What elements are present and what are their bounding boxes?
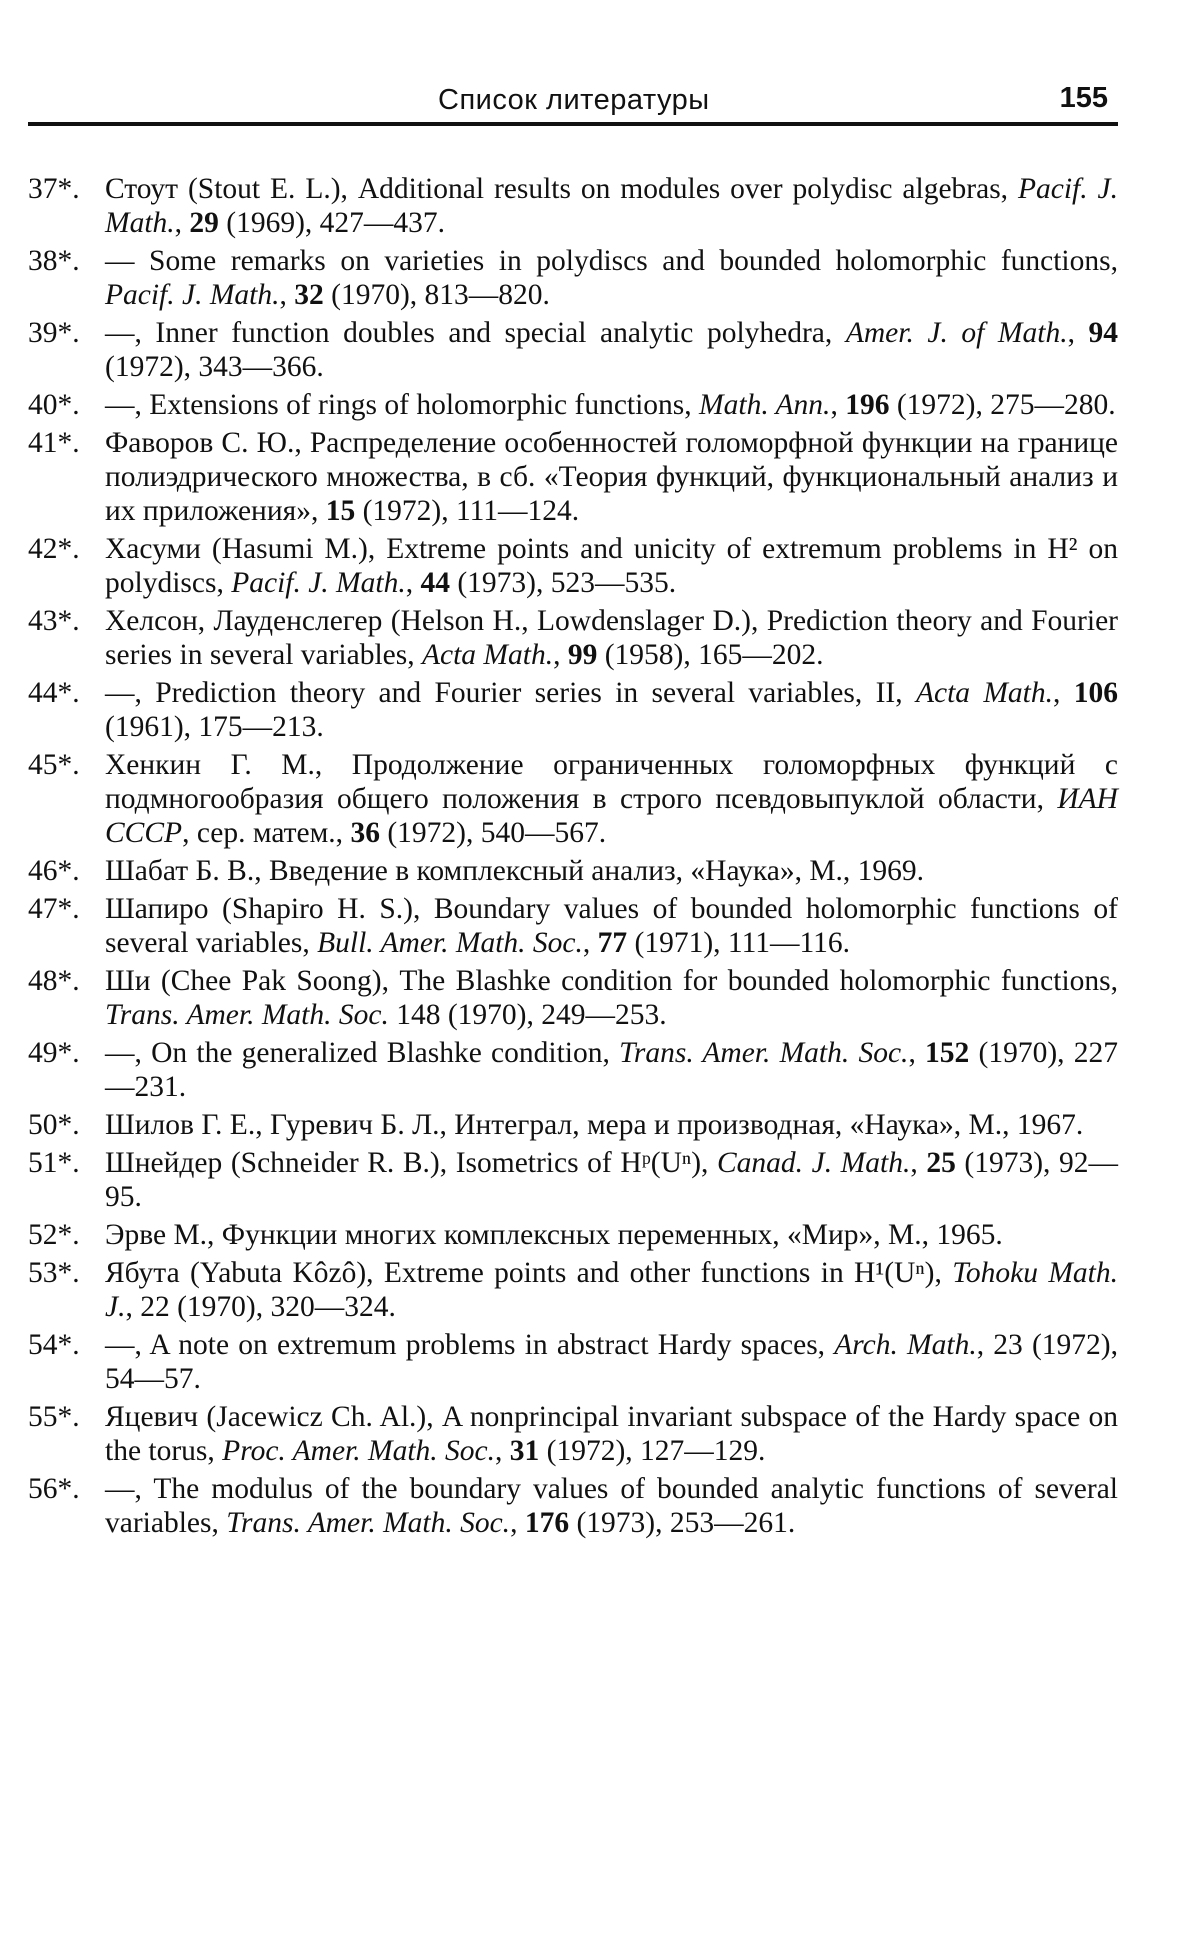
reference-entry: 43*. Хелсон, Лауденслегер (Helson H., Lowdenslager D.), Prediction theory and Fourier series in several variables, Acta Math., 99 (1958), 165—202. (28, 605, 1118, 671)
reference-text: Ябута (Yabuta Kôzô), Extreme points and other functions in H¹(Uⁿ), (105, 1257, 953, 1289)
reference-text: Хасуми (Hasumi M.), Extreme points and unicity of extremum problems in H² on polydiscs, (105, 533, 1118, 599)
reference-number: 44*. (28, 677, 80, 709)
volume-number: 36 (350, 817, 380, 849)
reference-pages: , 23 (1972), 54—57. (105, 1329, 1118, 1395)
reference-entry: 39*. —, Inner function doubles and special analytic polyhedra, Amer. J. of Math., 94 (1972), 343—366. (28, 317, 1119, 383)
journal-name: ИАН СССР (105, 783, 1118, 849)
reference-entry (28, 1256, 1118, 1324)
reference-text: Шапиро (Shapiro H. S.), Boundary values of bounded holomorphic functions of several variables, (105, 893, 1118, 959)
volume-number: 31 (509, 1435, 540, 1467)
volume-number: 99 (567, 639, 598, 671)
volume-number: 44 (420, 567, 450, 599)
header-title: Список литературы (438, 84, 710, 116)
reference-pages: (1972), 127—129. (539, 1435, 766, 1467)
reference-entry (28, 1108, 1118, 1142)
reference-number: 53*. (28, 1257, 80, 1289)
journal-name: Acta Math. (915, 677, 1054, 709)
reference-pages: (1973), 523—535. (449, 567, 677, 599)
reference-text: —, On the generalized Blashke condition, (105, 1037, 620, 1069)
reference-number: 39*. (28, 317, 80, 349)
reference-pages: , 22 (1970), 320—324. (125, 1291, 396, 1323)
reference-pages: (1970), 813—820. (323, 279, 550, 311)
reference-text: —, The modulus of the boundary values of bounded analytic functions of several variables, (105, 1473, 1118, 1539)
reference-number: 38*. (28, 245, 80, 277)
reference-entry: 51*. Шнейдер (Schneider R. B.), Isometrics of Hᵖ(Uⁿ), Canad. J. Math., 25 (1973), 92—95. (28, 1147, 1119, 1213)
reference-pages: (1972), 111—124. (355, 495, 580, 527)
reference-number: 47*. (28, 893, 80, 925)
journal-name: Acta Math. (422, 639, 554, 671)
reference-number: 43*. (28, 605, 80, 637)
journal-name: Tohoku Math. J. (105, 1257, 1118, 1323)
volume-number: 15 (325, 495, 356, 527)
reference-entry: 47*. Шапиро (Shapiro H. S.), Boundary values of bounded holomorphic functions of several variables, Bull. Amer. Math. Soc., 77 (1971), 111—116. (28, 893, 1118, 959)
reference-number: 42*. (28, 533, 80, 565)
reference-text: Шабат Б. В., Введение в комплексный анализ, «Наука», М., 1969. (105, 855, 925, 887)
journal-name: Math. Ann. (699, 389, 831, 421)
reference-pages: (1958), 165—202. (597, 639, 824, 671)
volume-number: 176 (524, 1507, 570, 1539)
reference-number: 40*. (28, 389, 80, 421)
reference-entry: 42*. Хасуми (Hasumi M.), Extreme points and unicity of extremum problems in H² on polydiscs, Pacif. J. Math., 44 (1973), 523—535. (28, 533, 1118, 599)
reference-text: —, Extensions of rings of holomorphic functions, (105, 389, 700, 421)
reference-text: —, Inner function doubles and special analytic polyhedra, (105, 317, 846, 349)
journal-name: Pacif. J. Math. (231, 567, 406, 599)
reference-number: 45*. (28, 749, 80, 781)
reference-entry: 49*. —, On the generalized Blashke condition, Trans. Amer. Math. Soc., 152 (1970), 227—231. (28, 1037, 1119, 1103)
reference-pages: (1969), 427—437. (218, 207, 446, 239)
reference-number: 55*. (28, 1401, 80, 1433)
reference-text: Стоут (Stout E. L.), Additional results on modules over polydisc algebras, (105, 173, 1018, 205)
reference-entry: 55*. Яцевич (Jacewicz Ch. Al.), A nonprincipal invariant subspace of the Hardy space on the torus, Proc. Amer. Math. Soc., 31 (1972), 127—129. (28, 1401, 1118, 1467)
reference-entry: 56*. —, The modulus of the boundary values of bounded analytic functions of several variables, Trans. Amer. Math. Soc., 176 (1973), 253—261. (28, 1473, 1118, 1539)
volume-number: 94 (1088, 317, 1119, 349)
journal-name: Proc. Amer. Math. Soc. (222, 1435, 496, 1467)
journal-name: Canad. J. Math. (717, 1147, 911, 1179)
volume-number: 106 (1073, 677, 1118, 709)
reference-text: Ши (Chee Pak Soong), The Blashke condition for bounded holomorphic functions, (105, 965, 1118, 997)
reference-text: Яцевич (Jacewicz Ch. Al.), A nonprincipal invariant subspace of the Hardy space on the torus, (105, 1401, 1118, 1467)
reference-entry (28, 1218, 1118, 1252)
reference-number: 56*. (28, 1473, 80, 1505)
reference-text: —, A note on extremum problems in abstract Hardy spaces, (105, 1329, 835, 1361)
volume-number: 152 (925, 1037, 970, 1069)
reference-number: 49*. (28, 1037, 80, 1069)
reference-entry (28, 964, 1118, 1032)
reference-number: 52*. (28, 1219, 80, 1251)
journal-name: Trans. Amer. Math. Soc. (226, 1507, 511, 1539)
volume-number: 25 (926, 1147, 956, 1179)
reference-text: Фаворов С. Ю., Распределение особенностей голоморфной функции на границе полиэдрического множества, в сб. «Теория функций, функциональный анализ и их приложения», (105, 427, 1118, 527)
reference-series: , сер. матем., (182, 817, 351, 849)
reference-pages: (1971), 111—116. (627, 927, 851, 959)
reference-number: 51*. (28, 1147, 80, 1179)
journal-name: Bull. Amer. Math. Soc. (317, 927, 583, 959)
reference-entry (28, 748, 1118, 850)
reference-entry: 37*. Стоут (Stout E. L.), Additional results on modules over polydisc algebras, Pacif. J. Math., 29 (1969), 427—437. (28, 173, 1119, 239)
journal-name: Trans. Amer. Math. Soc. (105, 999, 389, 1031)
volume-number: 29 (189, 207, 219, 239)
reference-pages: (1972), 275—280. (889, 389, 1116, 421)
reference-number: 48*. (28, 965, 80, 997)
reference-text: Хенкин Г. М., Продолжение ограниченных голоморфных функций с подмногообразия общего положения в строго псевдовыпуклой области, (105, 749, 1118, 815)
journal-name: Amer. J. of Math. (845, 317, 1068, 349)
reference-text: Эрве М., Функции многих комплексных переменных, «Мир», М., 1965. (105, 1219, 1003, 1251)
reference-pages: 148 (1970), 249—253. (388, 999, 667, 1031)
reference-number: 46*. (28, 855, 80, 887)
reference-list (28, 172, 1118, 1544)
journal-name: Pacif. J. Math. (105, 279, 280, 311)
reference-entry (28, 854, 1118, 888)
reference-pages: (1972), 540—567. (379, 817, 607, 849)
reference-entry: 40*. —, Extensions of rings of holomorphic functions, Math. Ann., 196 (1972), 275—280. (28, 389, 1116, 421)
reference-pages: (1961), 175—213. (105, 711, 324, 743)
reference-entry (28, 1328, 1118, 1396)
journal-name: Trans. Amer. Math. Soc. (619, 1037, 909, 1069)
volume-number: 77 (597, 927, 628, 959)
volume-number: 196 (845, 389, 890, 421)
reference-number: 41*. (28, 427, 80, 459)
page-number: 155 (1059, 82, 1108, 114)
journal-name: Pacif. J. Math. (105, 173, 1119, 239)
reference-pages: (1973), 253—261. (569, 1507, 796, 1539)
reference-text: Хелсон, Лауденслегер (Helson H., Lowdenslager D.), Prediction theory and Fourier series in several variables, (105, 605, 1118, 671)
journal-name: Arch. Math. (834, 1329, 977, 1361)
reference-entry (28, 426, 1118, 528)
reference-entry: 44*. —, Prediction theory and Fourier series in several variables, II, Acta Math., 106 (1961), 175—213. (28, 677, 1118, 743)
running-header (28, 82, 1118, 126)
reference-text: — Some remarks on varieties in polydiscs and bounded holomorphic functions, (105, 245, 1118, 277)
reference-entry: 38*. — Some remarks on varieties in polydiscs and bounded holomorphic functions, Pacif. J. Math., 32 (1970), 813—820. (28, 245, 1118, 311)
reference-text: —, Prediction theory and Fourier series in several variables, II, (105, 677, 916, 709)
reference-pages: (1972), 343—366. (105, 351, 324, 383)
reference-text: Шнейдер (Schneider R. B.), Isometrics of Hᵖ(Uⁿ), (105, 1147, 717, 1179)
volume-number: 32 (294, 279, 324, 311)
reference-text: Шилов Г. Е., Гуревич Б. Л., Интеграл, мера и производная, «Наука», М., 1967. (105, 1109, 1084, 1141)
reference-pages: (1970), 227—231. (105, 1037, 1119, 1103)
reference-number: 54*. (28, 1329, 80, 1361)
reference-number: 50*. (28, 1109, 80, 1141)
reference-number: 37*. (28, 173, 80, 205)
reference-pages: (1973), 92—95. (105, 1147, 1119, 1213)
